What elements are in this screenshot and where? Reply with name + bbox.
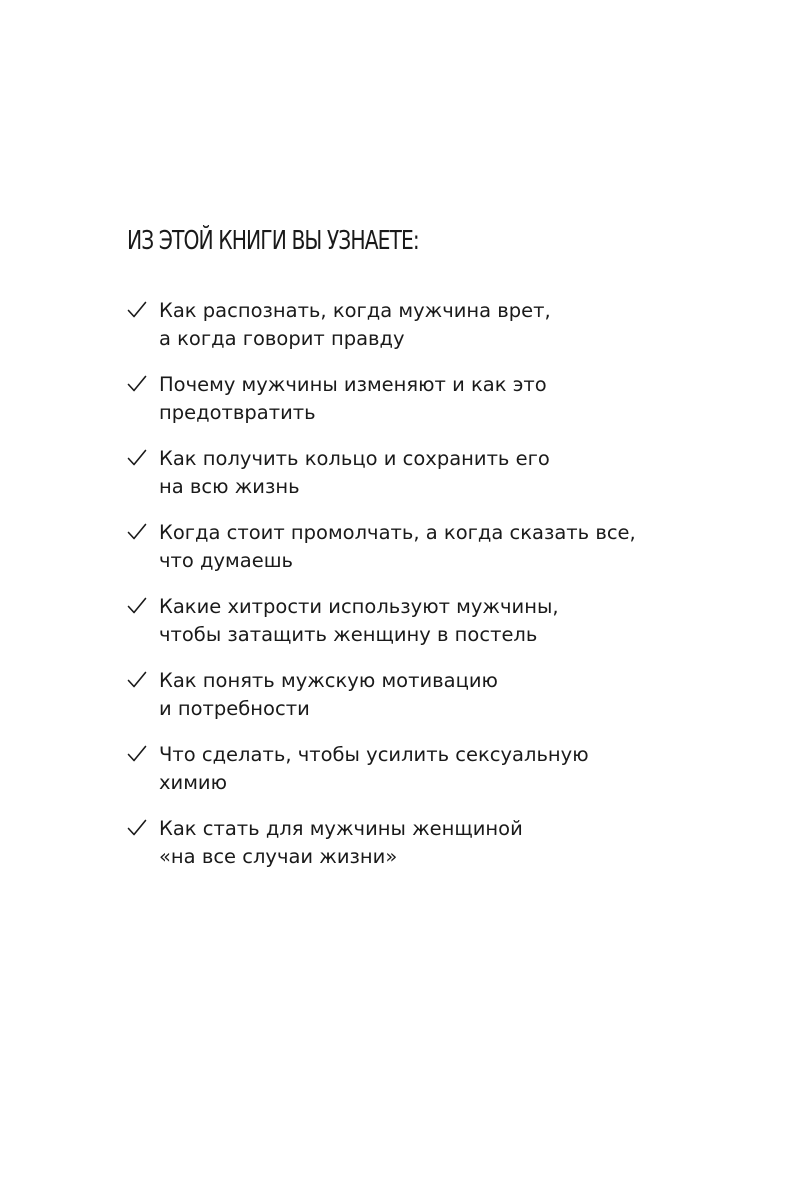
list-item: [127, 297, 687, 353]
list-item-line-1: Почему мужчины изменяют и как это: [159, 373, 547, 396]
list-item-line-2: предотвратить: [159, 401, 316, 424]
check-icon: [127, 300, 147, 320]
list-item-line-1: Что сделать, чтобы усилить сексуальную: [159, 743, 589, 766]
check-icon: [127, 522, 147, 542]
list-item: [127, 593, 687, 649]
check-icon: [127, 744, 147, 764]
check-icon: [127, 670, 147, 690]
list-item-line-2: а когда говорит правду: [159, 327, 405, 350]
list-item: [127, 371, 687, 427]
list-item-line-2: что думаешь: [159, 549, 294, 572]
list-item: [127, 445, 687, 501]
list-item-line-1: Какие хитрости используют мужчины,: [159, 595, 559, 618]
list-item-line-1: Как стать для мужчины женщиной: [159, 817, 523, 840]
list-item-line-2: химию: [159, 771, 228, 794]
list-item: [127, 741, 687, 797]
check-icon: [127, 818, 147, 838]
list-item-line-1: Когда стоит промолчать, а когда сказать все,: [159, 521, 636, 544]
list-item: [127, 667, 687, 723]
list-item-line-2: чтобы затащить женщину в постель: [159, 623, 538, 646]
list-item: [127, 519, 687, 575]
list-item-line-1: Как понять мужскую мотивацию: [159, 669, 498, 692]
check-icon: [127, 374, 147, 394]
check-icon: [127, 448, 147, 468]
list-item: [127, 815, 687, 871]
list-item-line-2: «на все случаи жизни»: [159, 845, 398, 868]
list-item-line-1: Как получить кольцо и сохранить его: [159, 447, 550, 470]
page-heading: ИЗ ЭТОЙ КНИГИ ВЫ УЗНАЕТЕ:: [127, 226, 419, 256]
check-icon: [127, 596, 147, 616]
benefits-list: [127, 297, 687, 889]
list-item-line-2: и потребности: [159, 697, 310, 720]
list-item-line-2: на всю жизнь: [159, 475, 300, 498]
list-item-line-1: Как распознать, когда мужчина врет,: [159, 299, 551, 322]
